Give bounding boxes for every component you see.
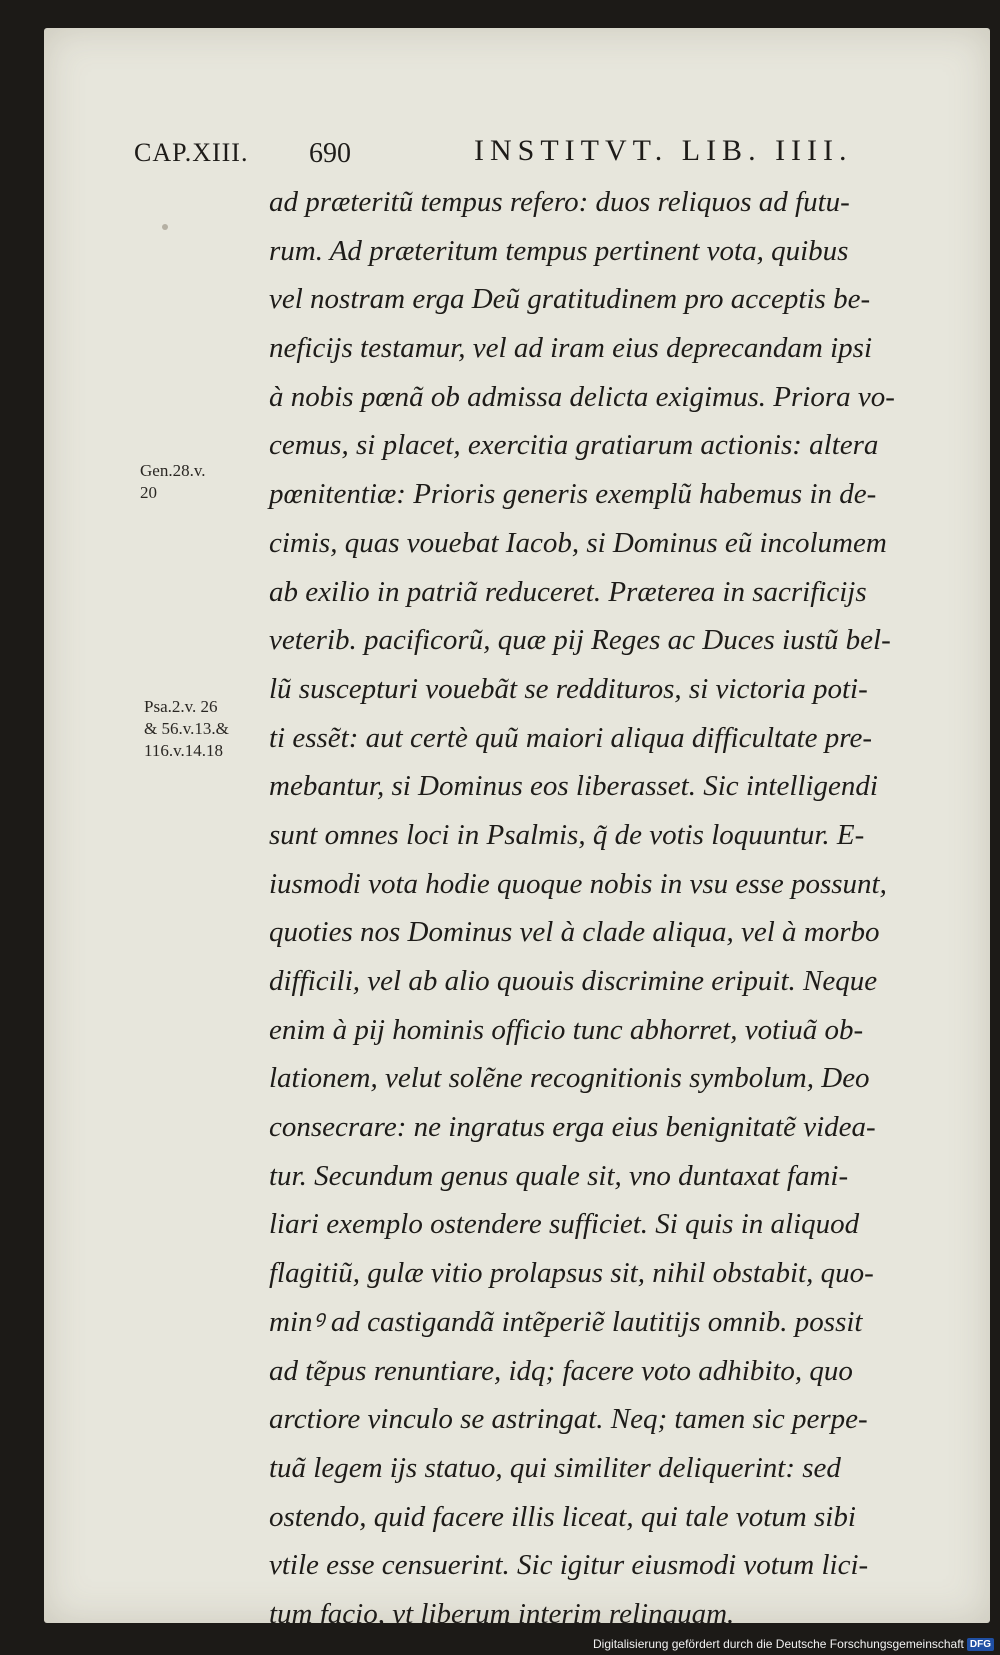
ink-spot bbox=[162, 224, 168, 230]
text-line: rum. Ad præteritum tempus pertinent vota, quibus bbox=[269, 234, 849, 267]
text-line: à nobis pœnã ob admissa delicta exigimus. Priora vo- bbox=[269, 380, 895, 413]
text-line: veterib. pacificorũ, quæ pij Reges ac Duces iustũ bel- bbox=[269, 624, 891, 657]
text-line: cimis, quas vouebat Iacob, si Dominus eũ incolumem bbox=[269, 526, 887, 559]
text-line: vel nostram erga Deũ gratitudinem pro acceptis be- bbox=[269, 283, 871, 316]
text-line: consecrare: ne ingratus erga eius benignitatẽ videa- bbox=[269, 1111, 876, 1144]
margin-note-genesis bbox=[140, 460, 280, 504]
text-line: arctiore vinculo se astringat. Neq; tamen sic perpe- bbox=[269, 1403, 868, 1436]
digitization-footer bbox=[593, 1637, 994, 1651]
text-line: quoties nos Dominus vel à clade aliqua, vel à morbo bbox=[269, 916, 880, 949]
text-line: iusmodi vota hodie quoque nobis in vsu esse possunt, bbox=[269, 867, 887, 900]
text-line: tur. Secundum genus quale sit, vno duntaxat fami- bbox=[269, 1159, 849, 1192]
text-line: mebantur, si Dominus eos liberasset. Sic intelligendi bbox=[269, 770, 878, 803]
text-line: ad præteritũ tempus refero: duos reliquos ad futu- bbox=[269, 186, 850, 218]
margin-note-line: Gen.28.v. bbox=[140, 461, 206, 480]
text-line: cemus, si placet, exercitia gratiarum actionis: altera bbox=[269, 429, 879, 462]
dfg-logo: DFG bbox=[967, 1638, 994, 1651]
text-line: lationem, velut solẽne recognitionis symbolum, Deo bbox=[269, 1062, 870, 1095]
margin-note-line: 116.v.14.18 bbox=[144, 741, 224, 760]
text-line: lũ suscepturi vouebãt se reddituros, si victoria poti- bbox=[269, 672, 868, 705]
footer-text: Digitalisierung gefördert durch die Deutsche Forschungsgemeinschaft bbox=[593, 1637, 964, 1651]
text-line: tum facio, vt liberum interim relinquam. bbox=[269, 1597, 735, 1630]
margin-note-line: Psa.2.v. 26 bbox=[144, 697, 218, 716]
text-line: enim à pij hominis officio tunc abhorret, votiuã ob- bbox=[269, 1013, 864, 1046]
text-line: pœnitentiæ: Prioris generis exemplũ habemus in de- bbox=[269, 478, 877, 511]
text-line: liari exemplo ostendere sufficiet. Si quis in aliquod bbox=[269, 1208, 860, 1241]
margin-note-line: & 56.v.13.& bbox=[144, 719, 229, 738]
text-line: neficijs testamur, vel ad iram eius deprecandam ipsi bbox=[269, 332, 873, 365]
text-line: vtile esse censuerint. Sic igitur eiusmodi votum lici- bbox=[269, 1549, 869, 1582]
text-line: flagitiũ, gulæ vitio prolapsus sit, nihil obstabit, quo- bbox=[269, 1257, 874, 1290]
book-page bbox=[44, 28, 990, 1630]
running-head bbox=[134, 134, 954, 178]
text-line: sunt omnes loci in Psalmis, q̃ de votis loquuntur. E- bbox=[269, 818, 865, 851]
text-line: ab exilio in patriã reduceret. Præterea in sacrificijs bbox=[269, 575, 867, 608]
chapter-label: CAP.XIII. bbox=[134, 138, 249, 167]
margin-note-psalms bbox=[144, 696, 284, 762]
book-title: INSTITVT. LIB. IIII. bbox=[474, 134, 853, 167]
text-line: tuã legem ijs statuo, qui similiter deliquerint: sed bbox=[269, 1451, 841, 1484]
text-line: ti essẽt: aut certè quũ maiori aliqua difficultate pre- bbox=[269, 721, 872, 754]
text-line: ostendo, quid facere illis liceat, qui tale votum sibi bbox=[269, 1500, 856, 1533]
text-line: ad tẽpus renuntiare, idq; facere voto adhibito, quo bbox=[269, 1354, 853, 1387]
body-text bbox=[269, 178, 959, 1639]
margin-note-line: 20 bbox=[140, 483, 157, 502]
page-number: 690 bbox=[309, 138, 351, 169]
text-line: difficili, vel ab alio quouis discrimine eripuit. Neque bbox=[269, 965, 878, 997]
text-line: minꝰ ad castigandã intẽperiẽ lautitijs omnib. possit bbox=[269, 1305, 863, 1338]
